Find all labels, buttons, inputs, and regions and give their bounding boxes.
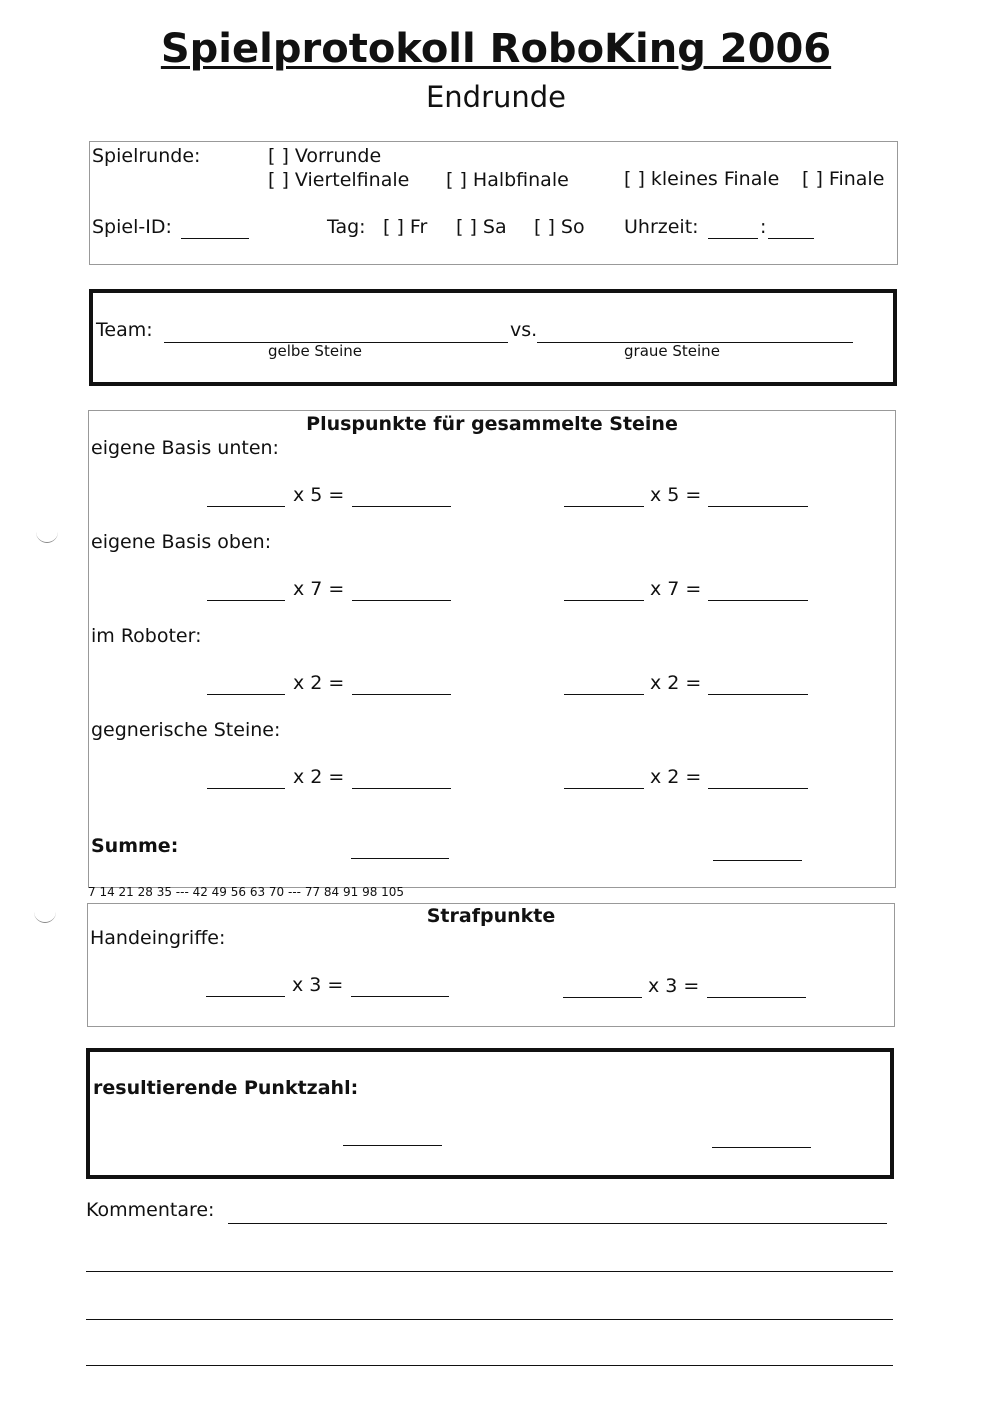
count-field-grey[interactable] (564, 506, 644, 507)
comment-line[interactable] (86, 1365, 893, 1366)
result-field-yellow[interactable] (352, 694, 451, 695)
round-label: Spielrunde: (92, 145, 201, 167)
count-field-grey[interactable] (564, 788, 644, 789)
result-field-yellow[interactable] (352, 506, 451, 507)
result-field-yellow[interactable] (351, 996, 449, 997)
count-field-grey[interactable] (563, 997, 642, 998)
time-minutes-field[interactable] (768, 238, 814, 239)
handeingriffe-label: Handeingriffe: (90, 927, 226, 949)
time-label: Uhrzeit: (624, 216, 699, 238)
comment-line[interactable] (86, 1319, 893, 1320)
punch-hole-mark (34, 912, 56, 923)
checkbox-vorrunde[interactable]: [ ] Vorrunde (268, 145, 382, 167)
plus-points-box (88, 410, 896, 888)
page-title: Spielprotokoll RoboKing 2006 (160, 26, 832, 72)
result-field-grey[interactable] (708, 788, 808, 789)
factor-label: x 2 = (650, 766, 702, 788)
result-total-yellow[interactable] (343, 1145, 442, 1146)
count-field-grey[interactable] (564, 694, 644, 695)
day-label: Tag: (327, 216, 366, 238)
factor-label: x 5 = (293, 484, 345, 506)
time-hours-field[interactable] (708, 238, 758, 239)
comment-line[interactable] (228, 1223, 887, 1224)
result-box (86, 1048, 894, 1179)
game-id-label: Spiel-ID: (92, 216, 172, 238)
count-field-yellow[interactable] (206, 996, 285, 997)
game-id-field[interactable] (181, 238, 249, 239)
row-label-im-roboter: im Roboter: (91, 625, 202, 647)
checkbox-halbfinale[interactable]: [ ] Halbfinale (446, 169, 569, 191)
count-field-grey[interactable] (564, 600, 644, 601)
sum-field-yellow[interactable] (351, 858, 449, 859)
result-field-grey[interactable] (708, 694, 808, 695)
multiples-note: 7 14 21 28 35 --- 42 49 56 63 70 --- 77 84 91 98 105 (88, 885, 405, 899)
result-field-grey[interactable] (708, 506, 808, 507)
row-label-gegnerische-steine: gegnerische Steine: (91, 719, 281, 741)
checkbox-day-sa[interactable]: [ ] Sa (456, 216, 507, 238)
factor-label: x 2 = (293, 672, 345, 694)
teams-box (89, 289, 897, 386)
factor-label: x 2 = (293, 766, 345, 788)
penalty-heading: Strafpunkte (426, 905, 556, 927)
result-field-yellow[interactable] (352, 788, 451, 789)
row-label-basis-unten: eigene Basis unten: (91, 437, 279, 459)
punch-hole-mark (36, 532, 58, 543)
checkbox-day-fr[interactable]: [ ] Fr (383, 216, 428, 238)
vs-label: vs. (510, 319, 538, 341)
time-separator: : (760, 216, 767, 238)
count-field-yellow[interactable] (207, 506, 285, 507)
factor-label: x 7 = (650, 578, 702, 600)
team-label: Team: (96, 319, 153, 341)
plus-heading: Pluspunkte für gesammelte Steine (306, 413, 678, 435)
result-field-grey[interactable] (707, 997, 806, 998)
comment-line[interactable] (86, 1271, 893, 1272)
checkbox-day-so[interactable]: [ ] So (534, 216, 585, 238)
grey-caption: graue Steine (624, 342, 720, 360)
game-info-box (89, 141, 898, 265)
result-field-grey[interactable] (708, 600, 808, 601)
sum-label: Summe: (91, 835, 179, 857)
count-field-yellow[interactable] (207, 694, 285, 695)
sum-field-grey[interactable] (713, 860, 802, 861)
result-total-grey[interactable] (712, 1147, 811, 1148)
result-field-yellow[interactable] (352, 600, 451, 601)
factor-label: x 2 = (650, 672, 702, 694)
result-label: resultierende Punktzahl: (93, 1077, 359, 1099)
factor-label: x 5 = (650, 484, 702, 506)
factor-label: x 3 = (648, 975, 700, 997)
count-field-yellow[interactable] (207, 600, 285, 601)
page-subtitle: Endrunde (425, 80, 567, 114)
count-field-yellow[interactable] (207, 788, 285, 789)
comments-label: Kommentare: (86, 1199, 215, 1221)
factor-label: x 3 = (292, 974, 344, 996)
checkbox-kleines-finale[interactable]: [ ] kleines Finale (624, 168, 780, 190)
checkbox-finale[interactable]: [ ] Finale (802, 168, 885, 190)
row-label-basis-oben: eigene Basis oben: (91, 531, 272, 553)
yellow-caption: gelbe Steine (268, 342, 362, 360)
factor-label: x 7 = (293, 578, 345, 600)
checkbox-viertelfinale[interactable]: [ ] Viertelfinale (268, 169, 410, 191)
